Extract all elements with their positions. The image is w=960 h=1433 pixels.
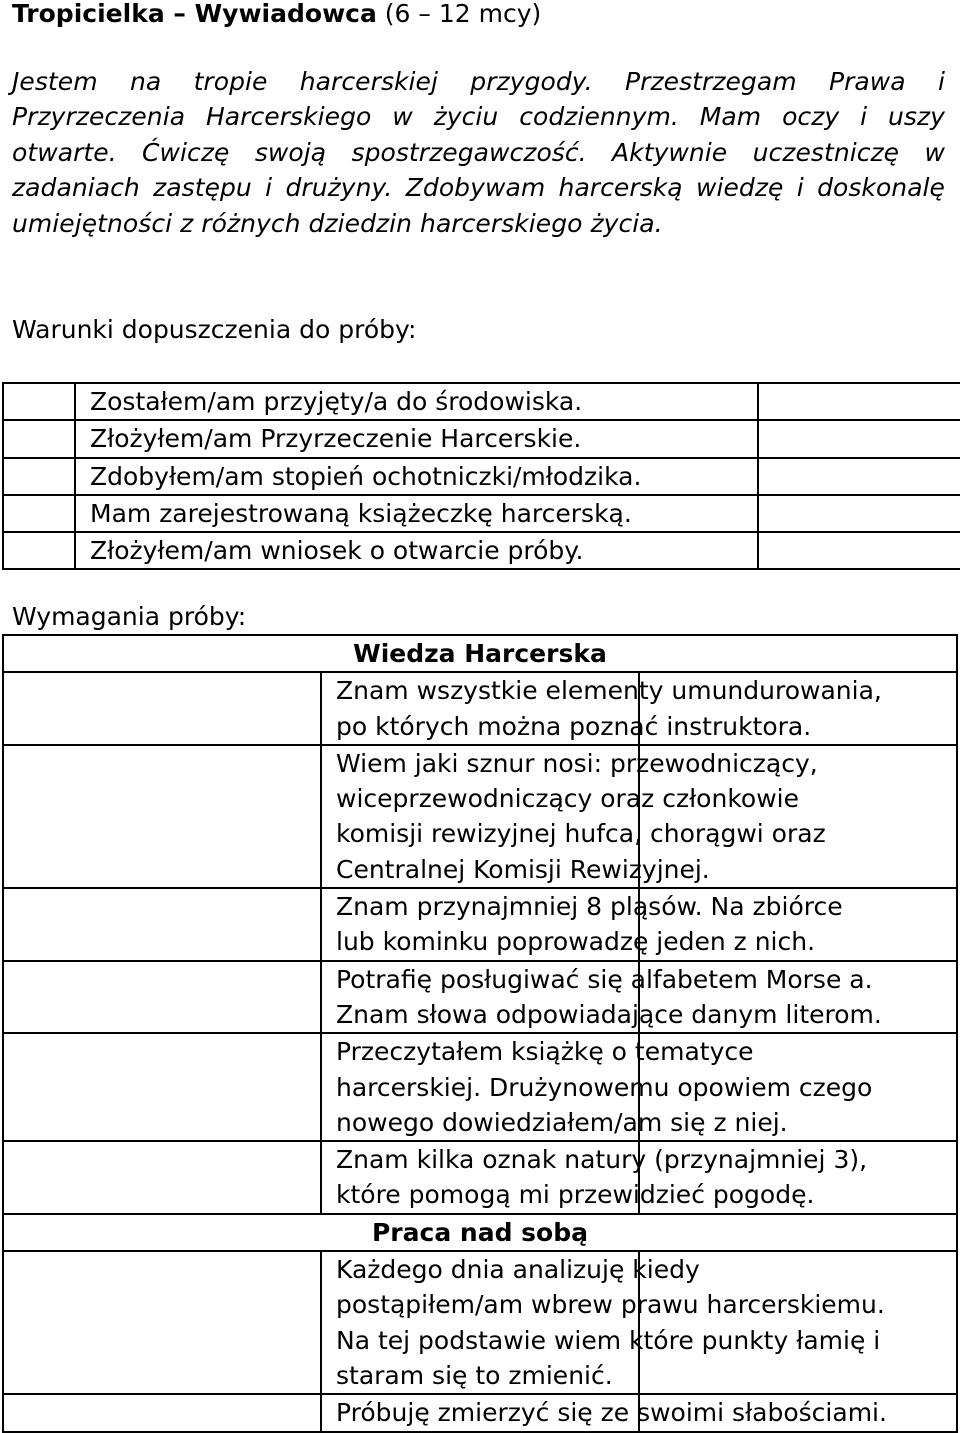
requirement-line: Próbuję zmierzyć się ze swoimi słabościami. bbox=[336, 1398, 887, 1428]
requirement-line: Centralnej Komisji Rewizyjnej. bbox=[336, 854, 710, 884]
page-title bbox=[12, 0, 541, 32]
condition-text: Zdobyłem/am stopień ochotniczki/młodzika. bbox=[75, 458, 758, 495]
condition-row bbox=[3, 532, 960, 569]
section-header-row bbox=[3, 635, 957, 672]
conditions-table bbox=[2, 382, 960, 570]
condition-row bbox=[3, 383, 960, 420]
requirement-line: Potrafię posługiwać się alfabetem Morse a. bbox=[336, 964, 873, 994]
requirement-text bbox=[321, 1394, 887, 1431]
requirement-row bbox=[3, 1251, 957, 1394]
requirement-line: wiceprzewodniczący oraz członkowie bbox=[336, 784, 799, 814]
requirement-line: które pomogą mi przewidzieć pogodę. bbox=[336, 1180, 815, 1210]
requirement-row bbox=[3, 888, 957, 961]
number-cell bbox=[3, 383, 75, 420]
condition-row bbox=[3, 495, 960, 532]
requirement-row bbox=[3, 961, 957, 1034]
conditions-heading: Warunki dopuszczenia do próby: bbox=[12, 315, 417, 344]
requirement-line: Przeczytałem książkę o tematyce bbox=[336, 1037, 754, 1067]
number-cell bbox=[3, 888, 321, 961]
requirement-row bbox=[3, 672, 957, 745]
requirement-text bbox=[321, 672, 882, 745]
requirement-text bbox=[321, 1141, 868, 1214]
section-title: Wiedza Harcerska bbox=[3, 635, 957, 672]
requirement-text bbox=[321, 1251, 885, 1394]
requirement-row bbox=[3, 1033, 957, 1141]
requirement-line: Znam kilka oznak natury (przynajmniej 3), bbox=[336, 1145, 868, 1175]
check-cell[interactable] bbox=[758, 532, 960, 569]
condition-row bbox=[3, 458, 960, 495]
requirement-line: Na tej podstawie wiem które punkty łamię i bbox=[336, 1325, 881, 1355]
requirement-line: nowego dowiedziałem/am się z niej. bbox=[336, 1107, 788, 1137]
number-cell bbox=[3, 961, 321, 1034]
number-cell bbox=[3, 1251, 321, 1394]
check-cell[interactable] bbox=[758, 495, 960, 532]
title-bold: Tropicielka – Wywiadowca bbox=[12, 0, 377, 28]
number-cell bbox=[3, 672, 321, 745]
requirement-text bbox=[321, 961, 882, 1034]
requirement-line: po których można poznać instruktora. bbox=[336, 711, 812, 741]
number-cell bbox=[3, 458, 75, 495]
requirement-line: Wiem jaki sznur nosi: przewodniczący, bbox=[336, 748, 818, 778]
condition-text: Mam zarejestrowaną książeczkę harcerską. bbox=[75, 495, 758, 532]
condition-row bbox=[3, 420, 960, 457]
requirement-row bbox=[3, 1141, 957, 1214]
section-title: Praca nad sobą bbox=[3, 1214, 957, 1251]
condition-text: Złożyłem/am wniosek o otwarcie próby. bbox=[75, 532, 758, 569]
requirements-heading: Wymagania próby: bbox=[12, 602, 247, 631]
requirement-line: postąpiłem/am wbrew prawu harcerskiemu. bbox=[336, 1290, 885, 1320]
number-cell bbox=[3, 1394, 321, 1431]
requirements-table bbox=[2, 634, 958, 1433]
condition-text: Złożyłem/am Przyrzeczenie Harcerskie. bbox=[75, 420, 758, 457]
number-cell bbox=[3, 745, 321, 888]
requirement-row bbox=[3, 1394, 957, 1431]
requirement-line: Znam przynajmniej 8 pląsów. Na zbiórce bbox=[336, 892, 843, 922]
number-cell bbox=[3, 1033, 321, 1141]
number-cell bbox=[3, 420, 75, 457]
requirement-row bbox=[3, 745, 957, 888]
section-header-row bbox=[3, 1214, 957, 1251]
title-age: (6 – 12 mcy) bbox=[376, 0, 542, 28]
requirement-text bbox=[321, 1033, 873, 1141]
intro-paragraph: Jestem na tropie harcerskiej przygody. Przestrzegam Prawa i Przyrzeczenia Harcerskiego w życiu codziennym. Mam oczy i uszy otwarte. Ćwiczę swoją spostrzegawczość. Aktywnie uczestniczę w zadaniach zastępu i drużyny. Zdobywam harcerską wiedzę i doskonalę umiejętności z różnych dziedzin harcerskiego życia. bbox=[12, 67, 945, 238]
requirement-line: lub kominku poprowadzę jeden z nich. bbox=[336, 927, 816, 957]
requirement-line: staram się to zmienić. bbox=[336, 1360, 613, 1390]
check-cell[interactable] bbox=[758, 383, 960, 420]
number-cell bbox=[3, 532, 75, 569]
requirement-text bbox=[321, 745, 826, 888]
condition-text: Zostałem/am przyjęty/a do środowiska. bbox=[75, 383, 758, 420]
check-cell[interactable] bbox=[758, 420, 960, 457]
requirement-line: Znam słowa odpowiadające danym literom. bbox=[336, 999, 882, 1029]
check-cell[interactable] bbox=[758, 458, 960, 495]
number-cell bbox=[3, 495, 75, 532]
requirement-line: Każdego dnia analizuję kiedy bbox=[336, 1255, 700, 1285]
requirement-line: komisji rewizyjnej hufca, chorągwi oraz bbox=[336, 819, 826, 849]
requirement-text bbox=[321, 888, 843, 961]
requirement-line: harcerskiej. Drużynowemu opowiem czego bbox=[336, 1072, 873, 1102]
requirement-line: Znam wszystkie elementy umundurowania, bbox=[336, 676, 882, 706]
number-cell bbox=[3, 1141, 321, 1214]
